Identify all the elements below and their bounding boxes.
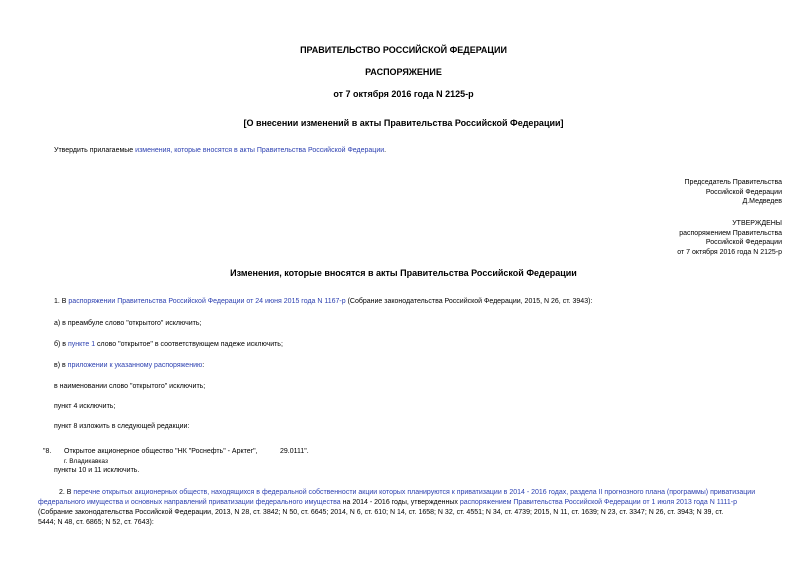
item-1a: а) в преамбуле слово "открытого" исключить; [54, 320, 202, 327]
approved-line-1: УТВЕРЖДЕНЫ [732, 220, 782, 227]
approved-line-2: распоряжением Правительства [679, 229, 782, 237]
table-row-company: Открытое акционерное общество "НК "Роснефть" - Арктег", [64, 448, 258, 455]
item-2-link-2[interactable]: федерального имущества и основных направлений приватизации федерального имущества [38, 499, 341, 506]
changes-title: Изменения, которые вносятся в акты Правительства Российской Федерации [230, 268, 577, 278]
government-name: ПРАВИТЕЛЬСТВО РОССИЙСКОЙ ФЕДЕРАЦИИ [300, 45, 507, 55]
approved-block [677, 219, 782, 257]
signature-line-1: Председатель Правительства [684, 179, 782, 186]
signature-block [685, 178, 782, 207]
item-1-link[interactable]: распоряжении Правительства Российской Федерации от 24 июня 2015 года N 1167-р [68, 298, 346, 305]
intro-text: Утвердить прилагаемые [54, 147, 136, 154]
table-row-code: 29.0111". [280, 448, 309, 455]
item-1-post: (Собрание законодательства Российской Федерации, 2015, N 26, ст. 3943): [345, 298, 593, 305]
item-1b-post: слово "открытое" в соответствующем падеже исключить; [95, 341, 283, 348]
sub-item-3: пункт 8 изложить в следующей редакции: [54, 423, 190, 430]
intro-paragraph [54, 147, 386, 154]
table-row-number: "8. [43, 448, 52, 455]
item-2-link-1[interactable]: перечне открытых акционерных обществ, находящихся в федеральной собственности акции которых планируются к приватизации в 2014 - 2016 годах, раздела II прогнозного плана (программы) приватизации [73, 489, 756, 496]
item-2-link-3[interactable]: распоряжением Правительства Российской Федерации от 1 июля 2013 года N 1111-р [459, 499, 737, 506]
document-date: от 7 октября 2016 года N 2125-р [333, 89, 474, 99]
approved-line-4: от 7 октября 2016 года N 2125-р [677, 248, 782, 256]
item-2-line-4: 5444; N 48, ст. 6865; N 52, ст. 7643): [38, 519, 154, 526]
item-2-line-1 [59, 489, 755, 496]
item-2-line-3: (Собрание законодательства Российской Федерации, 2013, N 28, ст. 3842; N 50, ст. 6645; 2014, N 6, ст. 610; N 14, ст. 1658; N 32, ст. 4551; N 34, ст. 4739; 2015, N 11, ст. 1639; N 23, ст. 3347; N 26, ст. 3943; N 39, ст. [38, 509, 724, 516]
sub-item-1: в наименовании слово "открытого" исключить; [54, 383, 206, 390]
item-1b-link[interactable]: пункте 1 [67, 341, 96, 348]
intro-link[interactable]: изменения, которые вносятся в акты Правительства Российской Федерации [135, 147, 385, 154]
item-1v-link[interactable]: приложении к указанному распоряжению [67, 362, 203, 369]
item-1v [54, 362, 204, 369]
item-1b [54, 341, 283, 348]
item-1v-pre: в) в [54, 362, 68, 369]
item-2-pre: 2. В [59, 489, 74, 496]
item-1v-post: : [202, 362, 205, 369]
signature-line-3: Д.Медведев [742, 198, 782, 205]
approved-line-3: Российской Федерации [705, 239, 782, 246]
signature-line-2: Российской Федерации [705, 188, 782, 196]
sub-item-4: пункты 10 и 11 исключить. [54, 467, 140, 474]
document-type: РАСПОРЯЖЕНИЕ [365, 67, 442, 77]
item-1-pre: 1. В [54, 298, 69, 305]
intro-end: . [384, 147, 387, 154]
item-2-mid: на 2014 - 2016 годы, утвержденных [340, 499, 460, 506]
table-row-city: г. Владикавказ [64, 458, 108, 465]
item-1b-pre: б) в [54, 341, 68, 348]
document-title: [О внесении изменений в акты Правительства Российской Федерации] [243, 118, 564, 128]
item-1 [54, 298, 592, 305]
item-2-line-2 [38, 499, 737, 506]
sub-item-2: пункт 4 исключить; [54, 403, 116, 410]
